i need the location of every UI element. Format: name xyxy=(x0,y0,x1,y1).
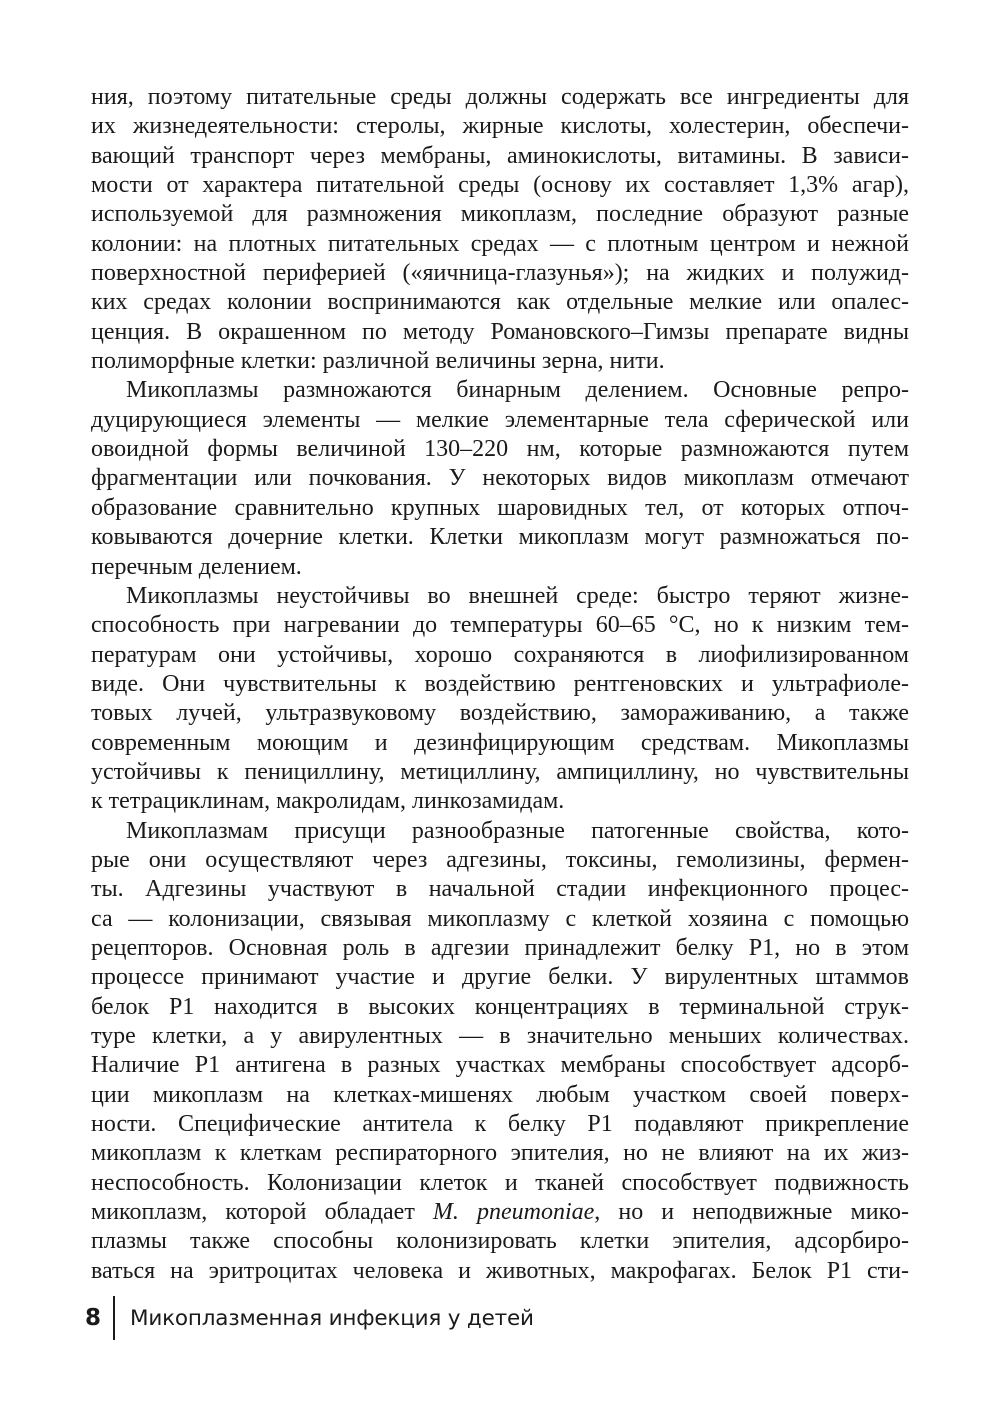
running-title: Микоплазменная инфекция у детей xyxy=(130,1305,534,1331)
text-line: фрагментации или почкования. У некоторых видов микоплазм отмечают xyxy=(91,465,909,492)
text-line: устойчивы к пенициллину, метициллину, ампициллину, но чувствительны xyxy=(91,758,909,785)
text-line: са — колонизации, связывая микоплазму с клеткой хозяина с помощью xyxy=(91,905,909,932)
text-line: ты. Адгезины участвуют в начальной стадии инфекционного процес- xyxy=(91,876,909,903)
text-line: виде. Они чувствительны к воздействию рентгеновских и ультрафиоле- xyxy=(91,670,909,697)
text-line: современным моющим и дезинфицирующим средствам. Микоплазмы xyxy=(91,729,909,756)
text-line xyxy=(91,1198,909,1227)
text-line: дуцирующиеся элементы — мелкие элементарные тела сферической или xyxy=(91,406,909,433)
text-line: Микоплазмам присущи разнообразные патогенные свойства, кото- xyxy=(126,817,909,844)
text-line: вающий транспорт через мембраны, аминокислоты, витамины. В зависи- xyxy=(91,142,909,169)
text-line: ковываются дочерние клетки. Клетки микоплазм могут размножаться по- xyxy=(91,524,909,551)
text-line: ния, поэтому питательные среды должны содержать все ингредиенты для xyxy=(91,84,909,110)
text-run: , но и неподвижные мико- xyxy=(594,1199,910,1226)
text-line: пературам они устойчивы, хорошо сохраняются в лиофилизированном xyxy=(91,641,909,668)
text-line: ких средах колонии воспринимаются как отдельные мелкие или опалес- xyxy=(91,289,909,316)
text-line: плазмы также способны колонизировать клетки эпителия, адсорбиро- xyxy=(91,1228,909,1255)
text-line: процессе принимают участие и другие белки. У вирулентных штаммов xyxy=(91,964,909,991)
text-line: Микоплазмы неустойчивы во внешней среде: быстро теряют жизне- xyxy=(126,582,909,609)
page-footer xyxy=(84,1296,914,1340)
text-line: Микоплазмы размножаются бинарным делением. Основные репро- xyxy=(126,377,909,404)
text-line: ценция. В окрашенном по методу Романовского–Гимзы препарате видны xyxy=(91,318,909,345)
text-line: белок Р1 находится в высоких концентрациях в терминальной струк- xyxy=(91,993,909,1020)
text-line: овоидной формы величиной 130–220 нм, которые размножаются путем xyxy=(91,436,909,463)
text-line: рые они осуществляют через адгезины, токсины, гемолизины, фермен- xyxy=(91,846,909,873)
text-line: рецепторов. Основная роль в адгезии принадлежит белку Р1, но в этом xyxy=(91,934,909,961)
text-line: неспособность. Колонизации клеток и тканей способствует подвижность xyxy=(91,1169,909,1196)
text-line: микоплазм к клеткам респираторного эпителия, но не влияют на их жиз- xyxy=(91,1140,909,1167)
text-line: туре клетки, а у авирулентных — в значительно меньших количествах. xyxy=(91,1023,909,1049)
species-name: M. pneumoniae xyxy=(432,1199,595,1226)
text-line: ваться на эритроцитах человека и животных, макрофагах. Белок Р1 сти- xyxy=(91,1257,909,1284)
text-line: образование сравнительно крупных шаровидных тел, от которых отпоч- xyxy=(91,494,909,521)
text-line: их жизнедеятельности: стеролы, жирные кислоты, холестерин, обеспечи- xyxy=(91,113,909,140)
text-line: используемой для размножения микоплазм, последние образуют разные xyxy=(91,201,909,228)
text-line: перечным делением. xyxy=(91,553,302,580)
page-body xyxy=(91,83,909,1286)
text-line: колонии: на плотных питательных средах — с плотным центром и нежной xyxy=(91,230,909,257)
text-line: ности. Специфические антитела к белку Р1 подавляют прикрепление xyxy=(91,1111,909,1138)
text-line: товых лучей, ультразвуковому воздействию, замораживанию, а также xyxy=(91,700,909,727)
text-line: мости от характера питательной среды (основу их составляет 1,3% агар), xyxy=(91,172,909,199)
text-line: способность при нагревании до температуры 60–65 °С, но к низким тем- xyxy=(91,612,909,639)
text-line: Наличие Р1 антигена в разных участках мембраны способствует адсорб- xyxy=(91,1052,909,1079)
text-run: микоплазм, которой обладает xyxy=(91,1199,433,1226)
text-line: полиморфные клетки: различной величины зерна, нити. xyxy=(91,348,665,375)
footer-divider xyxy=(113,1296,115,1340)
text-line: ции микоплазм на клетках-мишенях любым участком своей поверх- xyxy=(91,1081,909,1108)
text-line: поверхностной периферией («яичница-глазунья»); на жидких и полужид- xyxy=(91,260,909,287)
page-number: 8 xyxy=(84,1305,101,1331)
text-line: к тетрациклинам, макролидам, линкозамидам. xyxy=(91,788,565,815)
